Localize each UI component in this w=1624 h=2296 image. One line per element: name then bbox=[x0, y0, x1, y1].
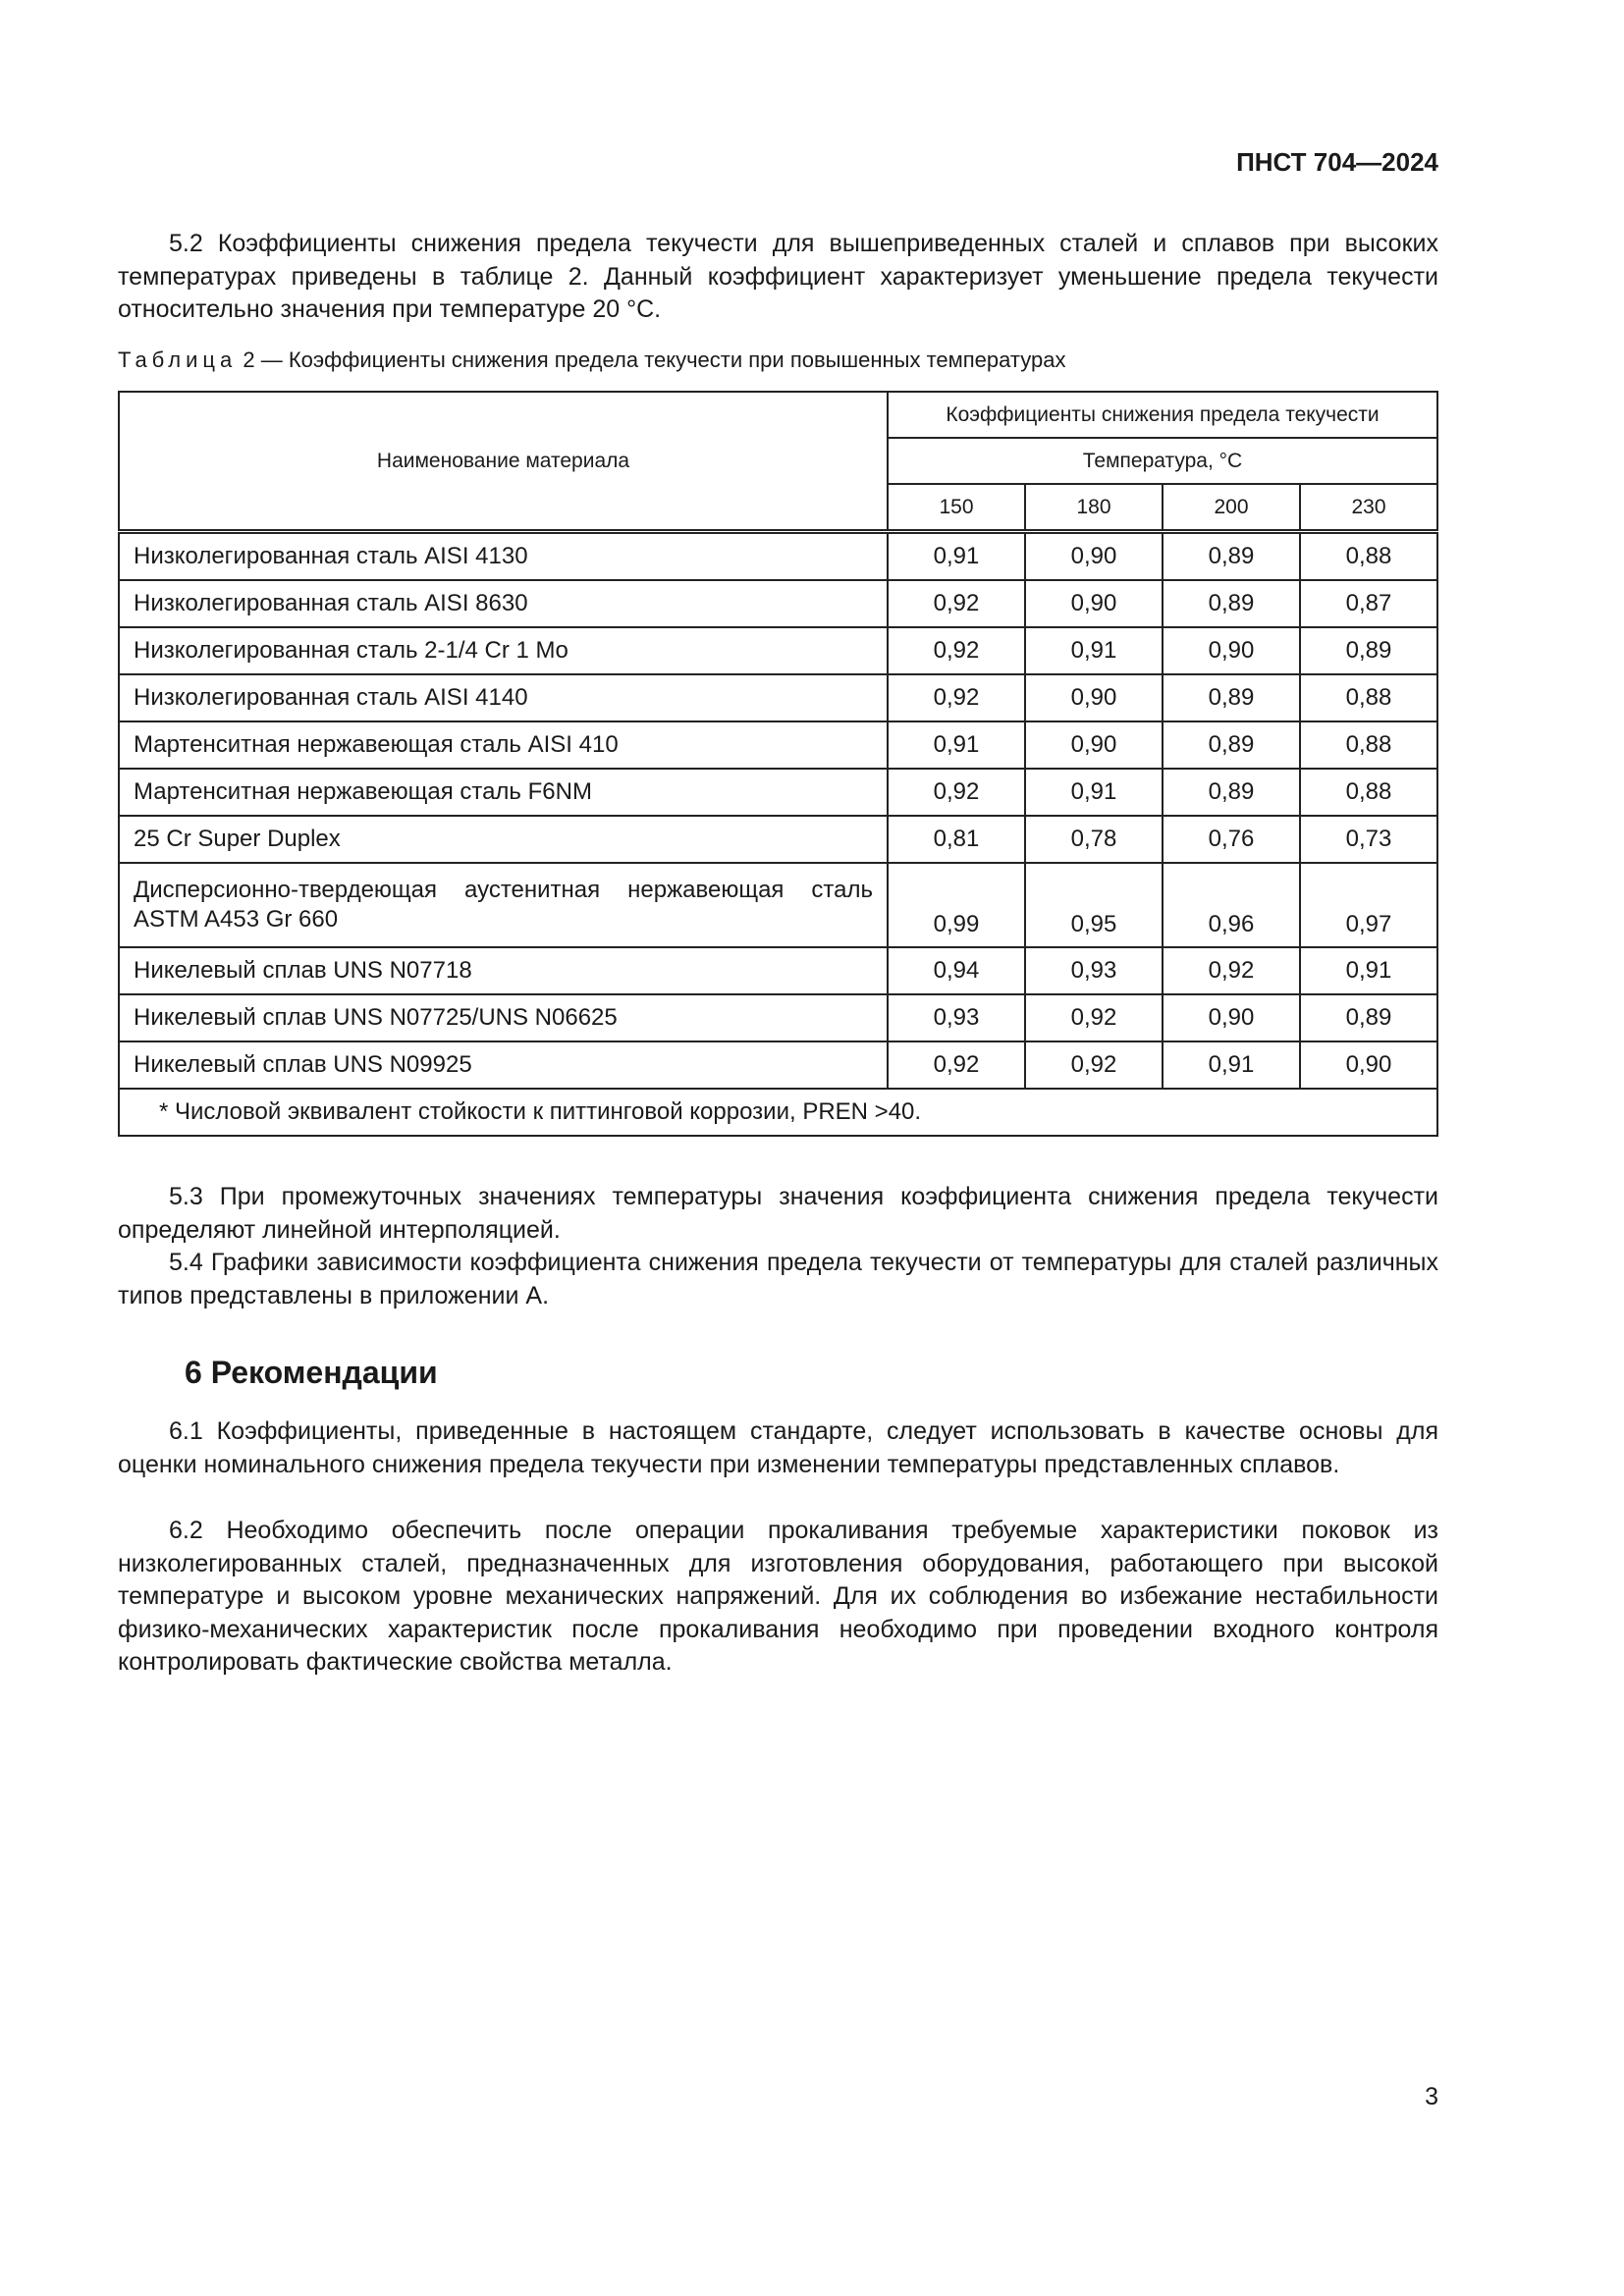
coefficient-value: 0,92 bbox=[888, 674, 1025, 721]
material-name: Мартенситная нержавеющая сталь F6NM bbox=[119, 769, 888, 816]
table-row bbox=[119, 863, 1437, 947]
section-6-heading: 6 Рекомендации bbox=[185, 1355, 438, 1390]
coefficient-value: 0,76 bbox=[1163, 816, 1300, 863]
coefficient-value: 0,92 bbox=[888, 627, 1025, 674]
coefficient-value: 0,99 bbox=[888, 863, 1025, 947]
material-name: Низколегированная сталь AISI 8630 bbox=[119, 580, 888, 627]
table-row bbox=[119, 580, 1437, 627]
header-temp-230: 230 bbox=[1300, 484, 1437, 532]
caption-text: 2 — Коэффициенты снижения предела текучести при повышенных температурах bbox=[237, 347, 1066, 372]
coefficient-value: 0,90 bbox=[1025, 580, 1163, 627]
material-name: Мартенситная нержавеющая сталь AISI 410 bbox=[119, 721, 888, 769]
coefficient-value: 0,91 bbox=[1163, 1041, 1300, 1089]
coefficient-value: 0,92 bbox=[888, 1041, 1025, 1089]
coefficient-value: 0,73 bbox=[1300, 816, 1437, 863]
table-row bbox=[119, 721, 1437, 769]
material-name: Дисперсионно-твердеющая аустенитная нержавеющая сталь ASTM A453 Gr 660 bbox=[119, 863, 888, 947]
coefficient-value: 0,88 bbox=[1300, 532, 1437, 581]
table-row bbox=[119, 627, 1437, 674]
coefficient-value: 0,88 bbox=[1300, 674, 1437, 721]
coefficient-value: 0,89 bbox=[1163, 580, 1300, 627]
coefficient-value: 0,91 bbox=[1025, 627, 1163, 674]
paragraph-6-2 bbox=[118, 1515, 1438, 1680]
coefficient-value: 0,94 bbox=[888, 947, 1025, 994]
material-name: Никелевый сплав UNS N09925 bbox=[119, 1041, 888, 1089]
header-temp-180: 180 bbox=[1025, 484, 1163, 532]
coefficient-value: 0,88 bbox=[1300, 721, 1437, 769]
table-row bbox=[119, 674, 1437, 721]
coefficient-value: 0,90 bbox=[1163, 994, 1300, 1041]
coefficient-value: 0,93 bbox=[1025, 947, 1163, 994]
page-number: 3 bbox=[1425, 2083, 1438, 2110]
material-name: 25 Cr Super Duplex bbox=[119, 816, 888, 863]
table-row bbox=[119, 532, 1437, 581]
coefficient-value: 0,87 bbox=[1300, 580, 1437, 627]
paragraph-text: 5.2 Коэффициенты снижения предела текучести для вышеприведенных сталей и сплавов при высоких температурах приведены в таблице 2. Данный коэффициент характеризует уменьшение предела текучести относительно значения при температуре 20 °С. bbox=[118, 230, 1438, 323]
paragraph-text: 5.4 Графики зависимости коэффициента снижения предела текучести от температуры для сталей различных типов представлены в приложении А. bbox=[118, 1249, 1438, 1309]
coefficient-value: 0,90 bbox=[1025, 721, 1163, 769]
coefficient-value: 0,89 bbox=[1300, 627, 1437, 674]
material-name: Никелевый сплав UNS N07718 bbox=[119, 947, 888, 994]
header-material-name: Наименование материала bbox=[119, 392, 888, 532]
coefficient-value: 0,91 bbox=[888, 532, 1025, 581]
paragraph-5-2 bbox=[118, 228, 1438, 327]
header-temp-150: 150 bbox=[888, 484, 1025, 532]
table-row bbox=[119, 994, 1437, 1041]
header-coefficients: Коэффициенты снижения предела текучести bbox=[888, 392, 1437, 438]
material-name: Никелевый сплав UNS N07725/UNS N06625 bbox=[119, 994, 888, 1041]
yield-reduction-table bbox=[118, 391, 1438, 1137]
header-temperature: Температура, °С bbox=[888, 438, 1437, 484]
coefficient-value: 0,90 bbox=[1163, 627, 1300, 674]
paragraph-text: 6.2 Необходимо обеспечить после операции прокаливания требуемые характеристики поковок из низколегированных сталей, предназначенных для изготовления оборудования, работающего при высокой температуре и высоком уровне механических напряжений. Для их соблюдения во избежание нестабильности физико-механических характеристик после прокаливания необходимо при проведении входного контроля контролировать фактические свойства металла. bbox=[118, 1517, 1438, 1676]
coefficient-value: 0,89 bbox=[1163, 674, 1300, 721]
table-row bbox=[119, 1041, 1437, 1089]
coefficient-value: 0,90 bbox=[1025, 532, 1163, 581]
coefficient-value: 0,96 bbox=[1163, 863, 1300, 947]
coefficient-value: 0,88 bbox=[1300, 769, 1437, 816]
coefficient-value: 0,91 bbox=[1300, 947, 1437, 994]
header-temp-200: 200 bbox=[1163, 484, 1300, 532]
coefficient-value: 0,89 bbox=[1300, 994, 1437, 1041]
coefficient-value: 0,92 bbox=[1025, 1041, 1163, 1089]
material-name: Низколегированная сталь AISI 4140 bbox=[119, 674, 888, 721]
table-row bbox=[119, 947, 1437, 994]
document-code: ПНСТ 704—2024 bbox=[1236, 147, 1438, 177]
coefficient-value: 0,90 bbox=[1300, 1041, 1437, 1089]
coefficient-value: 0,92 bbox=[1025, 994, 1163, 1041]
coefficient-value: 0,97 bbox=[1300, 863, 1437, 947]
coefficient-value: 0,89 bbox=[1163, 532, 1300, 581]
coefficient-value: 0,92 bbox=[1163, 947, 1300, 994]
table-row bbox=[119, 769, 1437, 816]
paragraph-text: 5.3 При промежуточных значениях температуры значения коэффициента снижения предела текучести определяют линейной интерполяцией. bbox=[118, 1183, 1438, 1244]
table-caption bbox=[118, 347, 1065, 373]
coefficient-value: 0,78 bbox=[1025, 816, 1163, 863]
table-footnote: * Числовой эквивалент стойкости к питтинговой коррозии, PREN >40. bbox=[119, 1089, 1437, 1136]
table-row bbox=[119, 816, 1437, 863]
coefficient-value: 0,90 bbox=[1025, 674, 1163, 721]
coefficient-value: 0,92 bbox=[888, 769, 1025, 816]
coefficient-value: 0,95 bbox=[1025, 863, 1163, 947]
coefficient-value: 0,89 bbox=[1163, 769, 1300, 816]
material-name: Низколегированная сталь 2-1/4 Cr 1 Mo bbox=[119, 627, 888, 674]
coefficient-value: 0,92 bbox=[888, 580, 1025, 627]
coefficient-value: 0,89 bbox=[1163, 721, 1300, 769]
caption-label: Таблица bbox=[118, 347, 238, 372]
paragraph-5-3 bbox=[118, 1181, 1438, 1247]
paragraph-6-1 bbox=[118, 1415, 1438, 1481]
paragraph-5-4 bbox=[118, 1247, 1438, 1312]
coefficient-value: 0,93 bbox=[888, 994, 1025, 1041]
coefficient-value: 0,81 bbox=[888, 816, 1025, 863]
coefficient-value: 0,91 bbox=[888, 721, 1025, 769]
coefficient-value: 0,91 bbox=[1025, 769, 1163, 816]
paragraph-text: 6.1 Коэффициенты, приведенные в настоящем стандарте, следует использовать в качестве основы для оценки номинального снижения предела текучести при изменении температуры представленных сплавов. bbox=[118, 1417, 1438, 1478]
material-name: Низколегированная сталь AISI 4130 bbox=[119, 532, 888, 581]
